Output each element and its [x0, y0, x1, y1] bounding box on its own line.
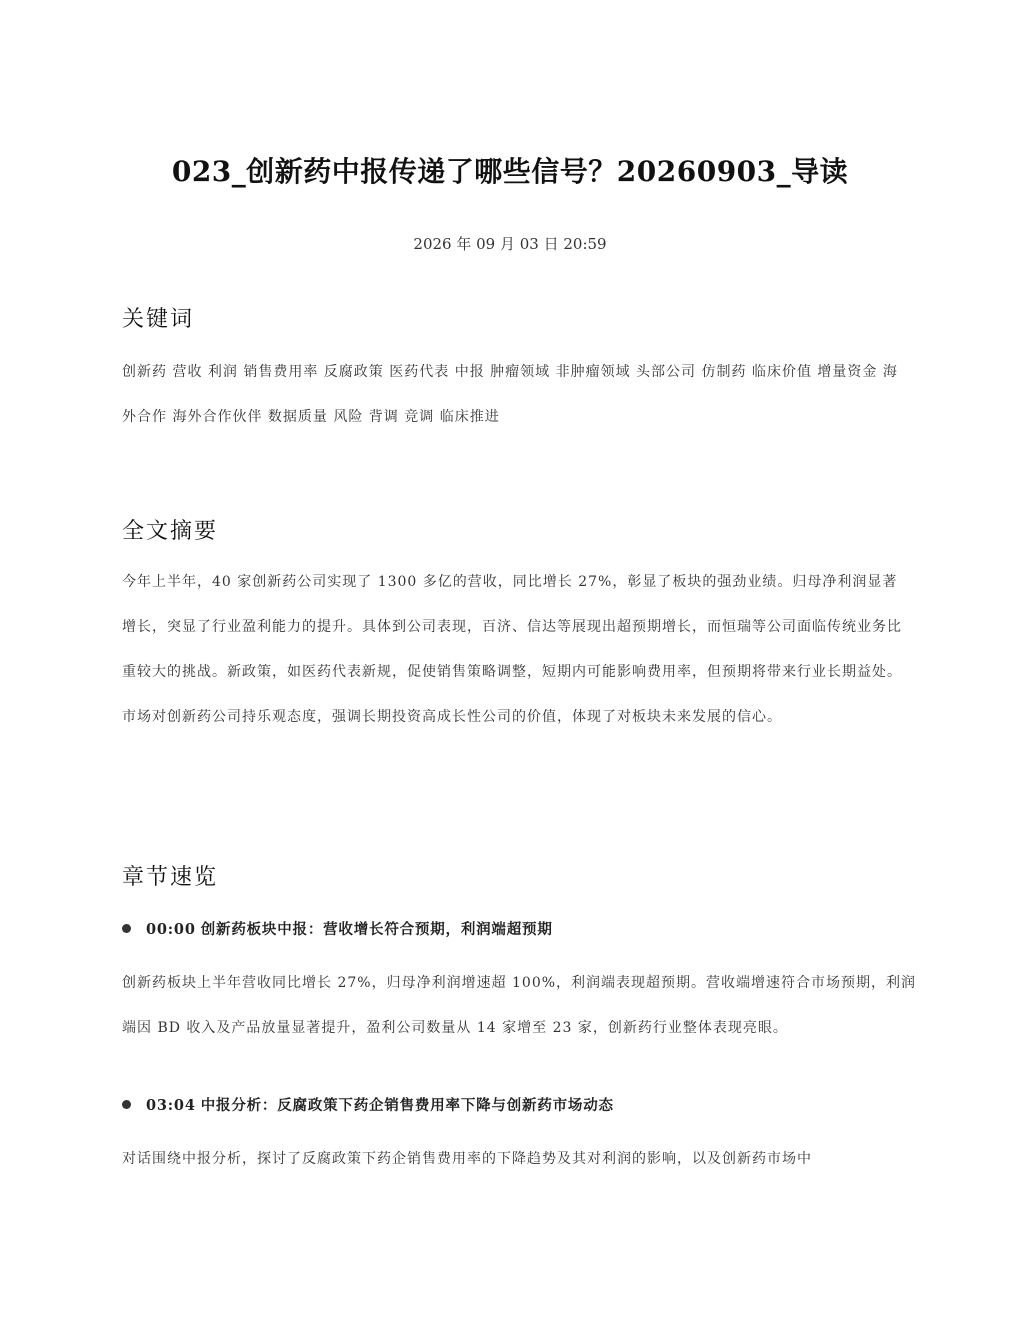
chapters-heading: 章节速览 — [122, 865, 219, 890]
summary-heading: 全文摘要 — [122, 519, 219, 544]
document-date: 2026 年 09 月 03 日 20:59 — [413, 235, 607, 253]
chapter-header — [122, 915, 912, 945]
page-title: 023_创新药中报传递了哪些信号？20260903_导读 — [171, 155, 849, 188]
chapter-header — [122, 1091, 912, 1121]
keywords-heading: 关键词 — [122, 307, 195, 332]
keywords-text: 创新药 营收 利润 销售费用率 反腐政策 医药代表 中报 肿瘤领域 非肿瘤领域 头部公司 仿制药 临床价值 增量资金 海外合作 海外合作伙伴 数据质量 风险 背调 竞调 临床推进 — [122, 364, 898, 425]
chapter-item — [122, 915, 917, 1051]
chapter-timestamp: 00:00 — [146, 921, 196, 938]
chapter-body: 对话围绕中报分析，探讨了反腐政策下药企销售费用率的下降趋势及其对利润的影响，以及创新药市场中 — [122, 1151, 812, 1167]
bullet-icon — [122, 1100, 131, 1109]
bullet-icon — [122, 924, 131, 933]
chapter-timestamp: 03:04 — [146, 1097, 196, 1114]
chapter-item — [122, 1091, 912, 1182]
chapter-title: 创新药板块中报：营收增长符合预期，利润端超预期 — [200, 921, 553, 938]
chapter-title: 中报分析：反腐政策下药企销售费用率下降与创新药市场动态 — [200, 1097, 614, 1114]
summary-text: 今年上半年，40 家创新药公司实现了 1300 多亿的营收，同比增长 27%，彰显了板块的强劲业绩。归母净利润显著增长，突显了行业盈利能力的提升。具体到公司表现，百济、信达等展现出超预期增长，而恒瑞等公司面临传统业务比重较大的挑战。新政策，如医药代表新规，促使销售策略调整，短期内可能影响费用率，但预期将带来行业长期益处。市场对创新药公司持乐观态度，强调长期投资高成长性公司的价值，体现了对板块未来发展的信心。 — [122, 574, 902, 725]
chapter-body: 创新药板块上半年营收同比增长 27%，归母净利润增速超 100%，利润端表现超预期。营收端增速符合市场预期，利润端因 BD 收入及产品放量显著提升，盈利公司数量从 14 家增至 23 家，创新药行业整体表现亮眼。 — [122, 975, 917, 1036]
